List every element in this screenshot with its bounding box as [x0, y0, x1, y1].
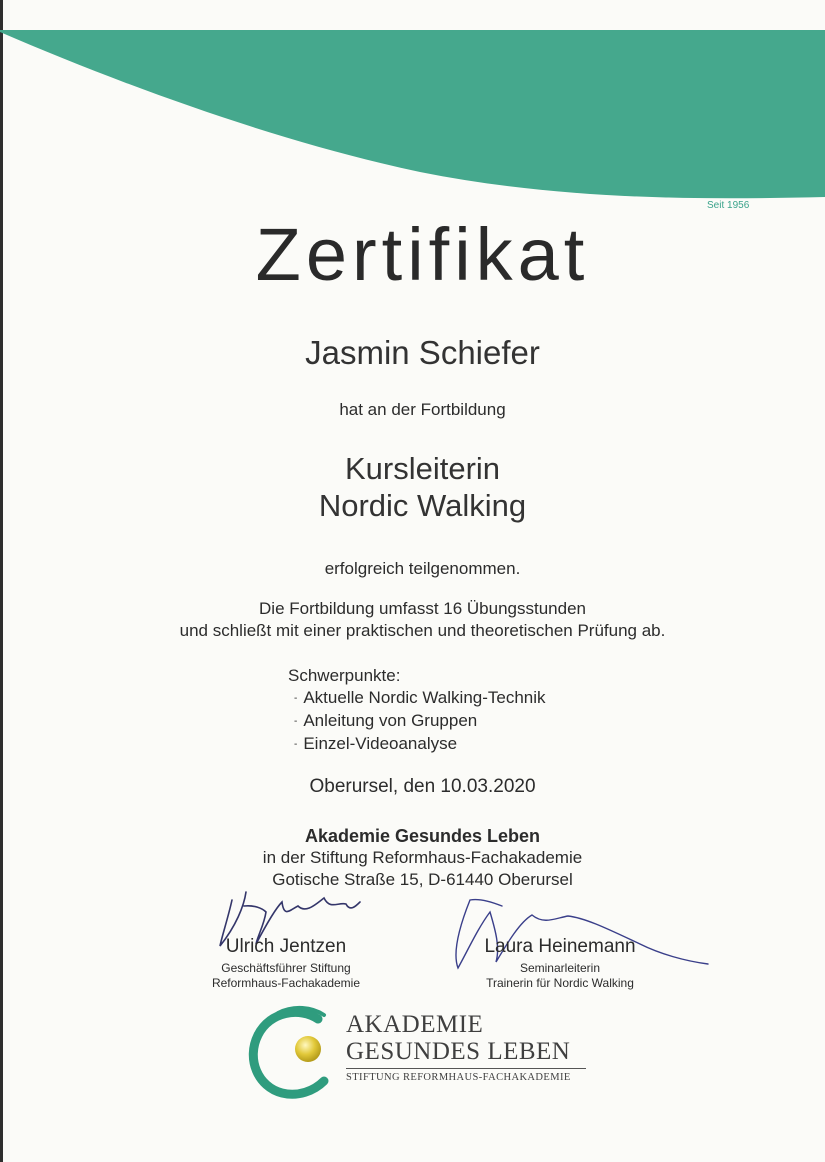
organization-address: Gotische Straße 15, D-61440 Oberursel [272, 870, 573, 889]
logo-divider [346, 1068, 586, 1069]
recipient-name: Jasmin Schiefer [305, 334, 540, 371]
focus-heading: Schwerpunkte: [288, 666, 401, 685]
signatory-name: Ulrich Jentzen [225, 936, 347, 957]
organization-line2: in der Stiftung Reformhaus-Fachakademie [262, 848, 583, 867]
logo-line1: AKADEMIE [346, 1011, 484, 1038]
signatory-role: Seminarleiterin [519, 961, 601, 975]
logo-line3: STIFTUNG REFORMHAUS-FACHAKADEMIE [346, 1072, 571, 1083]
course-title-line2: Nordic Walking [318, 488, 527, 523]
signatory-name: Laura Heinemann [484, 936, 636, 957]
logo-line2: GESUNDES LEBEN [346, 1038, 571, 1065]
signatory-role: Trainerin für Nordic Walking [486, 976, 634, 990]
since-label: Seit 1956 [707, 200, 750, 211]
place-date: Oberursel, den 10.03.2020 [309, 776, 536, 797]
focus-item-label: Einzel-Videoanalyse [303, 734, 458, 753]
academy-logo-icon [248, 1005, 343, 1100]
academy-logo-wordmark [346, 1012, 586, 1083]
intro-text: hat an der Fortbildung [339, 400, 506, 419]
course-title-line1: Kursleiterin [344, 451, 501, 486]
focus-item: - Aktuelle Nordic Walking-Technik [294, 688, 546, 707]
focus-item: - Einzel-Videoanalyse [294, 734, 458, 753]
organization-name: Akademie Gesundes Leben [304, 826, 541, 846]
success-text: erfolgreich teilgenommen. [324, 559, 521, 578]
signatory-right [430, 936, 690, 991]
signatory-role: Reformhaus-Fachakademie [211, 976, 361, 990]
signatory-role: Geschäftsführer Stiftung [221, 961, 351, 975]
course-info-line1: Die Fortbildung umfasst 16 Übungsstunden [259, 599, 586, 618]
course-info-line2: und schließt mit einer praktischen und theoretischen Prüfung ab. [179, 621, 666, 640]
signatory-left [156, 936, 416, 991]
focus-item-label: Anleitung von Gruppen [303, 711, 478, 730]
certificate-title: Zertifikat [255, 213, 590, 296]
focus-item-label: Aktuelle Nordic Walking-Technik [303, 688, 546, 707]
focus-item: - Anleitung von Gruppen [294, 711, 478, 730]
